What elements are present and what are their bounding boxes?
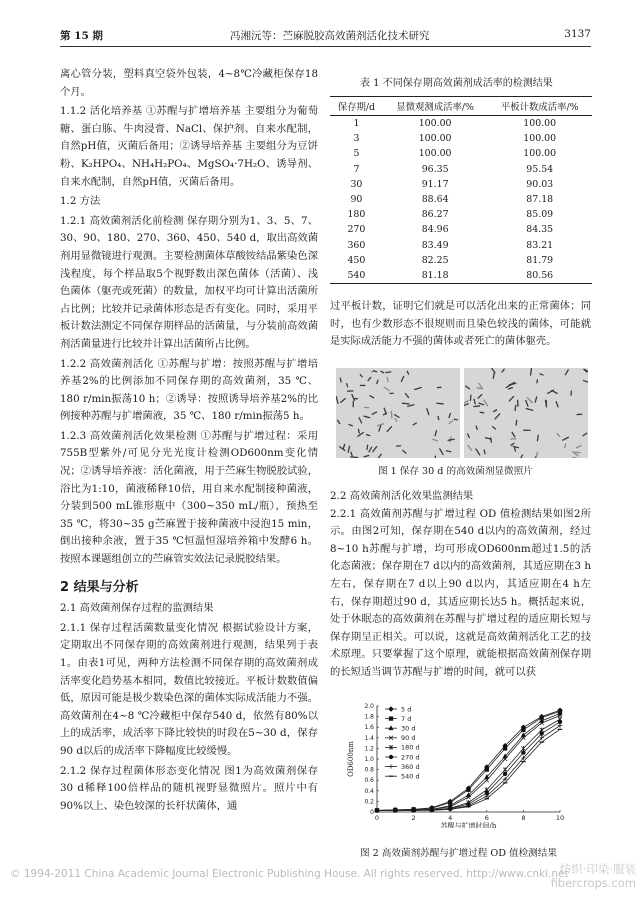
bacterium-rod bbox=[373, 447, 377, 452]
bacterium-rod bbox=[351, 457, 358, 458]
bacterium-rod bbox=[583, 433, 587, 436]
y-tick-label: 1.6 bbox=[364, 724, 374, 732]
table-cell: 84.96 bbox=[421, 224, 449, 236]
bacterium-rod bbox=[351, 452, 352, 456]
paragraph-after-table: 过平板计数，证明它们就是可以活化出来的正常菌体；同时，也有少数形态不很规则而且染色较浅的菌体，可能就是实际成活能力不强的菌体或者死亡的菌体躯壳。 bbox=[330, 300, 591, 348]
bacterium-rod bbox=[349, 424, 352, 425]
bacterium-rod bbox=[395, 415, 399, 418]
bacterium-rod bbox=[556, 402, 558, 407]
bacterium-rod bbox=[526, 409, 533, 411]
bacterium-rod bbox=[374, 371, 377, 372]
figure-2-chart bbox=[345, 700, 570, 828]
y-tick-label: 1.8 bbox=[364, 713, 374, 721]
table-cell: 450 bbox=[347, 254, 366, 266]
bacterium-rod bbox=[511, 443, 514, 445]
col-header-period: 保存期/d bbox=[330, 97, 383, 116]
bacterium-rod bbox=[515, 405, 516, 410]
legend-label: 5 d bbox=[401, 705, 412, 714]
table-cell: 3 bbox=[353, 133, 360, 145]
table-row bbox=[330, 177, 592, 192]
micrograph-right bbox=[464, 368, 588, 458]
table-cell: 100.00 bbox=[523, 148, 557, 160]
bacterium-rod bbox=[378, 454, 381, 458]
running-title: 冯湘沅等：苎麻脱胶高效菌剂活化技术研究 bbox=[230, 30, 430, 42]
bacterium-rod bbox=[474, 399, 475, 404]
y-tick-label: 1.4 bbox=[364, 734, 374, 742]
bacterium-rod bbox=[415, 388, 422, 390]
x-tick-label: 0 bbox=[374, 814, 380, 822]
bacterium-rod bbox=[449, 413, 450, 417]
y-tick-label: 0.2 bbox=[364, 798, 374, 806]
bacterium-rod bbox=[474, 406, 480, 407]
bacterium-rod bbox=[360, 374, 362, 376]
data-point bbox=[558, 723, 562, 727]
bacterium-rod bbox=[583, 380, 588, 382]
paragraph-storage: 离心管分装，塑料真空袋外包装，4~8℃冷藏柜保存18个月。 bbox=[60, 68, 318, 98]
bacterium-rod bbox=[384, 413, 387, 414]
data-point bbox=[389, 755, 393, 759]
bacterium-rod bbox=[509, 396, 513, 400]
heading-2-2: 2.2 高效菌剂活化效果监测结果 bbox=[330, 490, 474, 502]
issue-number: 第 15 期 bbox=[60, 30, 103, 42]
bacterium-rod bbox=[440, 449, 443, 455]
bacterium-rod bbox=[476, 449, 480, 455]
bacterium-rod bbox=[359, 418, 362, 423]
bacterium-rod bbox=[493, 427, 496, 429]
bacterium-rod bbox=[377, 380, 378, 384]
bacterium-rod bbox=[372, 412, 376, 414]
bacterium-rod bbox=[435, 431, 436, 436]
bacterium-rod bbox=[347, 384, 348, 387]
data-point bbox=[540, 732, 544, 736]
table-cell: 270 bbox=[347, 224, 366, 236]
bacterium-rod bbox=[552, 390, 557, 393]
bacterium-rod bbox=[449, 421, 453, 424]
bacterium-rod bbox=[470, 395, 471, 400]
bacterium-rod bbox=[531, 368, 532, 375]
bacterium-rod bbox=[433, 439, 438, 440]
bacterium-rod bbox=[477, 388, 481, 389]
bacterium-rod bbox=[478, 395, 482, 398]
bacterium-rod bbox=[480, 412, 484, 413]
bacterium-rod bbox=[437, 403, 443, 404]
table-row bbox=[330, 238, 592, 253]
bacterium-rod bbox=[408, 405, 414, 407]
table-cell: 88.64 bbox=[421, 194, 449, 206]
data-point bbox=[485, 768, 489, 772]
table-cell: 90.03 bbox=[526, 178, 554, 190]
y-tick-label: 0.8 bbox=[364, 766, 374, 774]
x-tick-label: 4 bbox=[448, 814, 453, 822]
section-2-2-1: 2.2.1 高效菌剂苏醒与扩增过程 OD 值检测结果如图2所示。由图2可知，保存期在540 d以内的高效菌剂，经过8~10 h苏醒与扩增，均可形成OD600nm超过1.5的活化态菌液；保存期在7 d以内的高效菌剂，其适应期在3 h左右，保存期在7 d以上90 d以内，其适应期在4 h左右，保存期超过90 d，其适应期长达5 h。概括起来说，处于休眠态的高效菌剂在苏醒与扩增过程的适应期长短与保存期呈正相关。可以说，这就是高效菌剂活化工艺的技术原理。只要掌握了这个原理，就能根据高效菌剂保存期的长短适当调节苏醒与扩增的时间，就可以获 bbox=[330, 507, 591, 678]
table-row bbox=[330, 192, 592, 207]
table-cell: 540 bbox=[330, 268, 383, 284]
y-tick-label: 0 bbox=[370, 809, 374, 816]
legend-label: 180 d bbox=[401, 743, 420, 752]
bacterium-rod bbox=[359, 429, 360, 433]
bacterium-rod bbox=[343, 444, 345, 449]
bacterium-rod bbox=[438, 416, 439, 419]
bacterium-rod bbox=[364, 455, 369, 456]
bacterium-rod bbox=[484, 450, 485, 454]
table-cell: 82.25 bbox=[421, 254, 449, 266]
col-header-plate: 平板计数成活率/% bbox=[487, 97, 592, 116]
table-cell: 84.35 bbox=[526, 224, 554, 236]
legend-label: 540 d bbox=[401, 772, 420, 781]
bacterium-rod bbox=[494, 410, 497, 412]
bacterium-rod bbox=[526, 401, 528, 407]
data-point bbox=[558, 720, 562, 724]
table-cell: 86.27 bbox=[421, 209, 449, 221]
legend-label: 7 d bbox=[401, 714, 412, 723]
section-2-1-2: 2.1.2 保存过程菌体形态变化情况 图1为高效菌剂保存30 d稀释100倍样品的随机视野显微照片。照片中有90%以上、染色较深的长杆状菌体，通 bbox=[60, 764, 318, 812]
page-number: 3137 bbox=[564, 28, 591, 40]
table-cell: 96.35 bbox=[421, 163, 449, 175]
bacterium-rod bbox=[479, 403, 484, 405]
y-tick-label: 1.0 bbox=[364, 756, 374, 763]
bacterium-rod bbox=[407, 371, 408, 374]
table-cell: 180 bbox=[347, 209, 366, 221]
table-cell: 100.00 bbox=[418, 133, 452, 145]
table-cell: 81.79 bbox=[526, 254, 554, 266]
table-cell: 30 bbox=[350, 178, 363, 190]
table-header-row bbox=[330, 97, 592, 116]
bacterium-rod bbox=[576, 446, 581, 448]
bacterium-rod bbox=[340, 378, 341, 382]
bacterium-rod bbox=[402, 403, 409, 404]
data-point bbox=[503, 747, 507, 751]
table-row bbox=[330, 116, 592, 132]
bacterium-rod bbox=[468, 445, 472, 450]
table-cell: 100.00 bbox=[523, 118, 557, 130]
bacterium-rod bbox=[520, 455, 523, 458]
bacterium-rod bbox=[565, 370, 568, 375]
bacterium-rod bbox=[464, 401, 468, 403]
bacterium-rod bbox=[368, 377, 371, 380]
bacterium-rod bbox=[384, 387, 389, 390]
bacterium-rod bbox=[427, 409, 429, 415]
table-cell: 91.17 bbox=[421, 178, 449, 190]
legend-label: 270 d bbox=[401, 753, 420, 762]
x-tick-label: 10 bbox=[555, 814, 565, 822]
table-cell: 95.54 bbox=[526, 163, 554, 175]
table-cell: 83.21 bbox=[526, 239, 554, 251]
bacterium-rod bbox=[387, 427, 391, 432]
y-tick-label: 1.2 bbox=[364, 745, 374, 753]
y-tick-label: 0.6 bbox=[364, 777, 374, 785]
bacterium-rod bbox=[515, 448, 516, 451]
figure-1-caption: 图 1 保存 30 d 的高效菌剂显微照片 bbox=[378, 466, 533, 477]
watermark-line-1: 纺织·印染·服装 bbox=[559, 862, 636, 876]
bacterium-rod bbox=[403, 450, 406, 453]
bacterium-rod bbox=[536, 452, 537, 456]
table-row bbox=[330, 162, 592, 177]
bacterium-rod bbox=[502, 369, 504, 372]
x-axis-label: 苏醒与扩增时间/h bbox=[440, 822, 497, 828]
y-tick-label: 0.4 bbox=[364, 787, 374, 795]
bacterium-rod bbox=[493, 373, 494, 378]
bacterium-rod bbox=[386, 372, 391, 373]
bacterium-rod bbox=[537, 435, 538, 441]
data-point bbox=[521, 746, 525, 751]
table-1 bbox=[330, 96, 592, 284]
bacterium-rod bbox=[336, 397, 338, 404]
bacterium-rod bbox=[535, 397, 536, 402]
bacterium-rod bbox=[573, 457, 577, 458]
bacterium-rod bbox=[557, 434, 560, 437]
table-cell: 360 bbox=[347, 239, 366, 251]
bacterium-rod bbox=[348, 446, 349, 452]
bacterium-rod bbox=[464, 404, 468, 406]
data-point bbox=[389, 707, 393, 711]
bacterium-rod bbox=[369, 447, 372, 452]
data-point bbox=[389, 764, 393, 768]
figure-1-photos bbox=[336, 368, 588, 458]
bacterium-rod bbox=[387, 378, 388, 382]
data-point bbox=[389, 717, 393, 721]
bacterium-rod bbox=[512, 432, 515, 436]
table-cell: 83.49 bbox=[421, 239, 449, 251]
y-axis-label: OD600nm bbox=[347, 741, 355, 777]
table-cell: 90 bbox=[350, 194, 363, 206]
table-cell: 7 bbox=[353, 163, 360, 175]
bacterium-rod bbox=[413, 423, 416, 425]
data-point bbox=[522, 751, 526, 755]
bacterium-rod bbox=[495, 414, 500, 419]
table-cell: 100.00 bbox=[418, 118, 452, 130]
bacterium-rod bbox=[341, 399, 345, 403]
bacterium-rod bbox=[468, 434, 470, 437]
bacterium-rod bbox=[448, 439, 454, 440]
bacterium-rod bbox=[367, 445, 368, 449]
x-tick-label: 2 bbox=[411, 814, 416, 822]
table-cell: 87.18 bbox=[526, 194, 554, 206]
data-point bbox=[503, 767, 507, 772]
data-point bbox=[467, 788, 471, 792]
table-body bbox=[330, 116, 592, 284]
data-point bbox=[522, 728, 526, 732]
od-line-chart bbox=[345, 700, 570, 828]
section-1-1-2: 1.1.2 活化培养基 ①苏醒与扩增培养基 主要组分为葡萄糖、蛋白胨、牛肉浸膏、NaCl、保护剂、自来水配制，自然pH值，灭菌后备用；②诱导培养基 主要组分为豆饼粉、K₂HPO₄、NH₄H₂PO₄、MgSO₄·7H₂O、诱导剂、自来水配制，自然pH值，灭菌后备用。 bbox=[60, 105, 318, 188]
bacterium-rod bbox=[401, 376, 403, 381]
bacterium-rod bbox=[338, 420, 340, 423]
table-row bbox=[330, 131, 592, 146]
bacterium-rod bbox=[484, 400, 487, 406]
legend-label: 360 d bbox=[401, 762, 420, 771]
bacterium-rod bbox=[395, 418, 397, 421]
table-cell: 1 bbox=[353, 118, 360, 130]
bacterium-rod bbox=[514, 447, 519, 448]
watermark-line-2: fibercrops.com bbox=[550, 876, 636, 890]
table-cell: 100.00 bbox=[523, 133, 557, 145]
bacterium-rod bbox=[528, 398, 533, 403]
bacterium-rod bbox=[377, 424, 383, 426]
heading-2-1: 2.1 高效菌剂保存过程的监测结果 bbox=[60, 602, 214, 615]
bacterium-rod bbox=[563, 437, 569, 440]
x-tick-label: 8 bbox=[521, 814, 526, 822]
table-row bbox=[330, 222, 592, 237]
table-row bbox=[330, 253, 592, 268]
bacterium-rod bbox=[516, 420, 517, 425]
bacterium-rod bbox=[367, 435, 370, 436]
bacterium-rod bbox=[509, 388, 513, 389]
bacterium-rod bbox=[370, 396, 374, 398]
bacterium-rod bbox=[381, 371, 384, 373]
left-column bbox=[60, 66, 318, 815]
section-1-2-2: 1.2.2 高效菌剂活化 ①苏醒与扩增：按照苏醒与扩增培养基2%的比例添加不同保存期的高效菌剂，35 ℃、180 r/min振荡10 h；②诱导：按照诱导培养基2%的比例接种苏醒与扩增菌液，35 ℃、180 r/min振荡5 h。 bbox=[60, 357, 318, 423]
section-2-2 bbox=[330, 488, 591, 682]
heading-1-2: 1.2 方法 bbox=[60, 195, 101, 208]
data-point bbox=[503, 772, 507, 776]
table-cell: 85.09 bbox=[526, 209, 554, 221]
y-tick-label: 2.0 bbox=[364, 703, 374, 710]
bacterium-rod bbox=[536, 457, 537, 458]
legend-label: 90 d bbox=[401, 734, 416, 743]
section-1-2-3: 1.2.3 高效菌剂活化效果检测 ①苏醒与扩增过程：采用755B型紫外/可见分光光度计检测OD600nm变化情况；②诱导培养液：活化菌液，用于苎麻生物脱胶试验，浴比为1:10，菌液稀释10倍，用自来水配制接种菌液，分装到500 mL锥形瓶中（300~350 mL/瓶），预热至35 ℃，将30~35 g苎麻置于接种菌液中浸泡15 min，倒出接种余液，置于35 ℃恒温恒湿培养箱中发酵6 h。按照本课题组创立的苎麻管实效法记录脱胶结果。 bbox=[60, 429, 318, 566]
page-header bbox=[60, 26, 591, 46]
x-tick-label: 6 bbox=[484, 814, 489, 822]
bacterium-rod bbox=[466, 386, 470, 389]
table-cell: 80.56 bbox=[487, 268, 592, 284]
table-row bbox=[330, 146, 592, 161]
bacterium-rod bbox=[364, 416, 369, 417]
legend-label: 30 d bbox=[401, 724, 416, 733]
bacterium-rod bbox=[565, 444, 566, 448]
bacterium-rod bbox=[446, 451, 450, 452]
site-watermark bbox=[510, 862, 636, 896]
section-2-1-1: 2.1.1 保存过程活菌数量变化情况 根据试验设计方案，定期取出不同保存期的高效菌剂进行观测，结果列于表1。由表1可见，两种方法检测不同保存期的高效菌剂成活率变化趋势基本相同，数值比较接近。平板计数数值偏低，原因可能是极少数染色深的菌体实际成活能力不强。高效菌剂在4~8 ℃冷藏柜中保存540 d，依然有80%以上的成活率，成活率下降比较快的时段在5~30 d，保存90 d以后的成活率下降幅度比较缓慢。 bbox=[60, 621, 318, 757]
figure-2-caption: 图 2 高效菌剂苏醒与扩增过程 OD 值检测结果 bbox=[360, 848, 557, 859]
bacterium-rod bbox=[476, 426, 477, 429]
micrograph-left bbox=[336, 368, 460, 458]
table-cell: 81.18 bbox=[383, 268, 488, 284]
bacterium-rod bbox=[492, 369, 495, 373]
table-row bbox=[330, 268, 592, 284]
table-1-caption: 表 1 不同保存期高效菌剂成活率的检测结果 bbox=[360, 78, 553, 89]
table-row bbox=[330, 207, 592, 222]
bacterium-rod bbox=[540, 374, 543, 375]
table-cell: 5 bbox=[353, 148, 360, 160]
header-rule bbox=[60, 46, 591, 47]
bacterium-rod bbox=[379, 425, 381, 431]
col-header-microscope: 显微观测成活率/% bbox=[383, 97, 488, 116]
bacterium-rod bbox=[405, 394, 408, 398]
table-cell: 100.00 bbox=[418, 148, 452, 160]
section-1-2-1: 1.2.1 高效菌剂活化前检测 保存期分别为1、3、5、7、30、90、180、270、360、450、540 d，取出高效菌剂用显微镜进行观测。主要检测菌体草酸铵结晶紫染色深浅程度，每个样品取5个视野数出深色菌体（活菌）、浅色菌体（躯壳或死菌）的数量，加权平均可计算出活菌所占比例；比较并记录菌体形态是否有变化。同时，采用平板计数法测定不同保存期样品的活菌量，与分装前高效菌剂活菌量进行比较并计算出活菌所占比例。 bbox=[60, 214, 318, 350]
heading-2: 2 结果与分析 bbox=[60, 579, 139, 595]
copyright-footer: © 1994-2011 China Academic Journal Electronic Publishing House. All rights reserved. http://www.cnki.net bbox=[10, 868, 569, 880]
